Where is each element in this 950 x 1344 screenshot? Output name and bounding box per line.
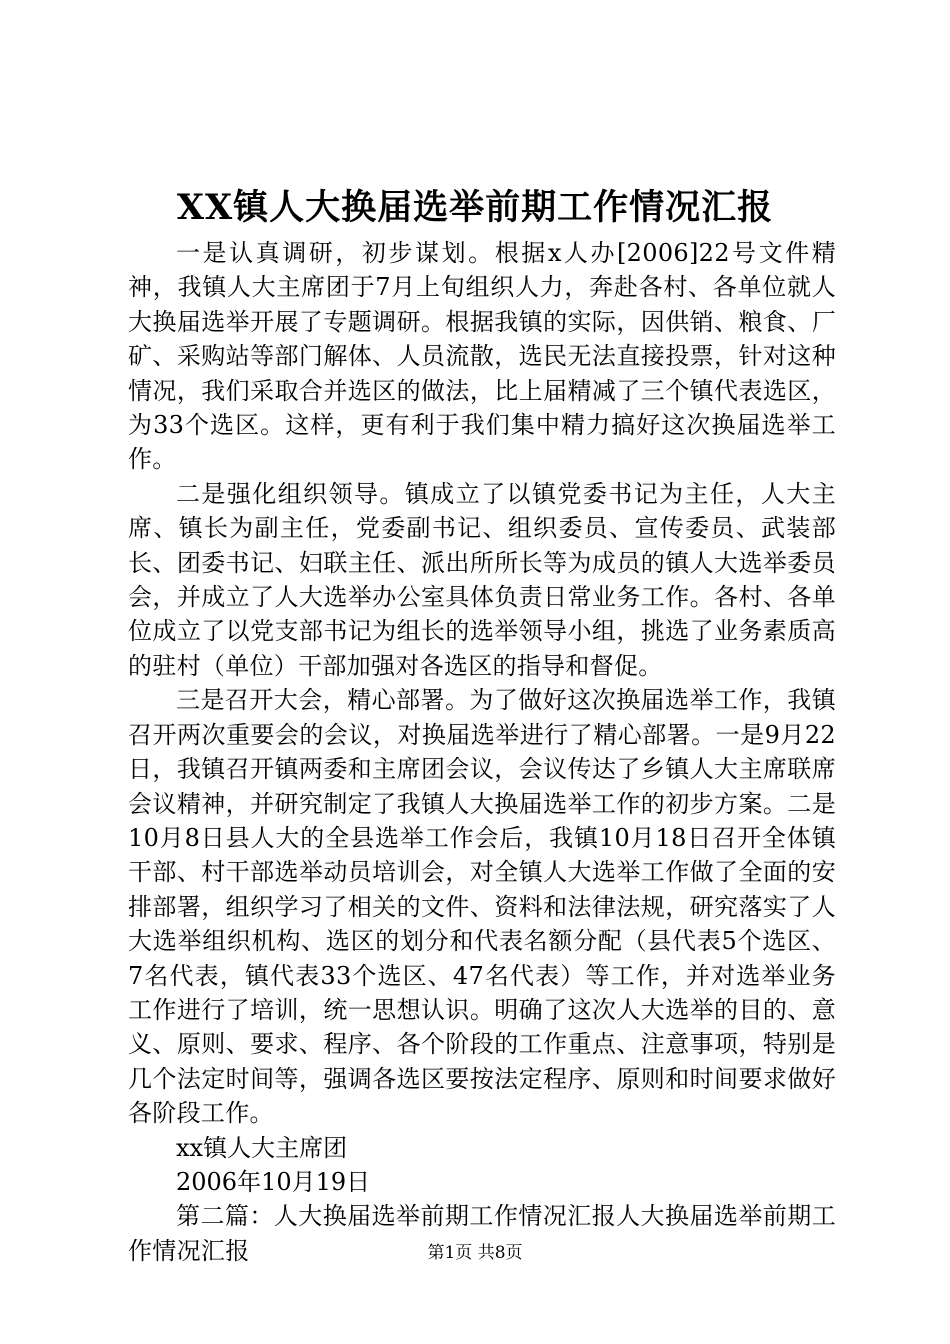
document-body [128, 236, 836, 1268]
paragraph-leadership: 二是强化组织领导。镇成立了以镇党委书记为主任，人大主席、镇长为副主任，党委副书记、组织委员、宣传委员、武装部长、团委书记、妇联主任、派出所所长等为成员的镇人大选举委员会，并成立了人大选举办公室具体负责日常业务工作。各村、各单位成立了以党支部书记为组长的选举领导小组，挑选了业务素质高的驻村（单位）干部加强对各选区的指导和督促。 [128, 479, 836, 680]
document-title: XX镇人大换届选举前期工作情况汇报 [176, 187, 774, 228]
signature: xx镇人大主席团 [176, 1133, 348, 1162]
page-footer: 第1页 共8页 [427, 1243, 523, 1263]
paragraph-meetings: 三是召开大会，精心部署。为了做好这次换届选举工作，我镇召开两次重要会的会议，对换届选举进行了精心部署。一是9月22日，我镇召开镇两委和主席团会议，会议传达了乡镇人大主席联席会议精神，并研究制定了我镇人大换届选举工作的初步方案。二是10月8日县人大的全县选举工作会后，我镇10月18日召开全体镇干部、村干部选举动员培训会，对全镇人大选举工作做了全面的安排部署，组织学习了相关的文件、资料和法律法规，研究落实了人大选举组织机构、选区的划分和代表名额分配（县代表5个选区、7名代表，镇代表33个选区、47名代表）等工作，并对选举业务工作进行了培训，统一思想认识。明确了这次人大选举的目的、意义、原则、要求、程序、各个阶段的工作重点、注意事项，特别是几个法定时间等，强调各选区要按法定程序、原则和时间要求做好各阶段工作。 [128, 686, 836, 1128]
paragraph-research: 一是认真调研，初步谋划。根据x人办[2006]22号文件精神，我镇人大主席团于7月上旬组织人力，奔赴各村、各单位就人大换届选举开展了专题调研。根据我镇的实际，因供销、粮食、厂矿、采购站等部门解体、人员流散，选民无法直接投票，针对这种情况，我们采取合并选区的做法，比上届精减了三个镇代表选区，为33个选区。这样，更有利于我们集中精力搞好这次换届选举工作。 [128, 239, 836, 474]
next-section-heading: 第二篇：人大换届选举前期工作情况汇报人大换届选举前期工作情况汇报 [128, 1202, 836, 1265]
document-date: 2006年10月19日 [176, 1167, 371, 1196]
